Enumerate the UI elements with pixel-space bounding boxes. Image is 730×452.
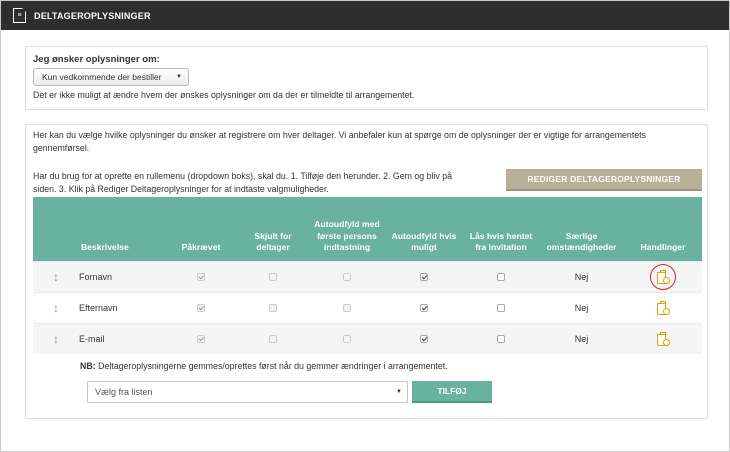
autofill-first-checkbox [343,304,351,312]
column-header-required: Påkrævet [165,197,237,261]
info-target-select-value: Kun vedkommende der bestiller [42,72,162,82]
chevron-down-icon: ▼ [396,389,402,395]
column-header-drag [33,197,79,261]
edit-participant-info-button[interactable]: REDIGER DELTAGEROPLYSNINGER [506,169,702,191]
autofill-first-checkbox [343,335,351,343]
delete-field-icon[interactable] [655,269,671,285]
nb-text: Deltageroplysningerne gemmes/oprettes først når du gemmer ændringer i arrangementet. [98,361,448,371]
column-header-special: Særlige omstændigheder [539,197,624,261]
add-field-select-value: Vælg fra listen [95,387,153,397]
required-checkbox [197,304,205,312]
info-target-label: Jeg ønsker oplysninger om: [33,54,160,65]
required-checkbox [197,273,205,281]
column-header-autofill-first: Autoudfyld med første persons indtastning [309,197,385,261]
autofill-possible-checkbox[interactable] [420,273,428,281]
panel-header [1,1,729,30]
special-value: Nej [539,261,624,292]
hidden-checkbox [269,335,277,343]
autofill-possible-checkbox[interactable] [420,304,428,312]
add-field-select[interactable] [87,381,408,403]
column-header-description: Beskrivelse [79,197,165,261]
highlight-ring [650,264,676,290]
lock-checkbox[interactable] [497,273,505,281]
drag-handle-icon[interactable]: ↕ [53,269,59,284]
column-header-autofill-possible: Autoudfyld hvis muligt [385,197,463,261]
info-target-note: Det er ikke muligt at ændre hvem der ønskes oplysninger om da der er tilmeldte til arrangementet. [33,90,415,100]
delete-field-icon[interactable] [655,300,671,316]
intro-text: Her kan du vælge hvilke oplysninger du ønsker at registrere om hver deltager. Vi anbefaler kun at spørge om de oplysninger der er vigtige for arrangementets gennemførsel. [33,130,647,153]
drag-handle-icon[interactable]: ↕ [53,331,59,346]
chevron-down-icon: ▼ [176,74,182,80]
delete-field-icon[interactable] [655,331,671,347]
nb-note [80,361,448,371]
info-target-select[interactable] [33,68,189,86]
participant-fields-panel [25,124,708,419]
column-header-lock: Lås hvis hentet fra invitation [463,197,539,261]
panel-title: DELTAGEROPLYSNINGER [34,10,151,21]
participant-fields-table [33,197,702,354]
column-header-hidden: Skjult for deltager [237,197,309,261]
lock-checkbox[interactable] [497,335,505,343]
drag-handle-icon[interactable]: ↕ [53,300,59,315]
required-checkbox [197,335,205,343]
add-field-button[interactable]: TILFØJ [412,381,492,403]
special-value: Nej [539,292,624,323]
info-target-panel [25,46,708,110]
table-row [33,261,702,292]
howto-text: Har du brug for at oprette en rullemenu (dropdown boks), skal du. 1. Tilføje den herunder. 2. Gem og bliv på siden. 3. Klik på Rediger Deltageroplysninger for at indtaste valgmuligheder. [33,171,453,194]
hidden-checkbox [269,273,277,281]
special-value: Nej [539,323,624,354]
field-label: E-mail [79,323,165,354]
autofill-first-checkbox [343,273,351,281]
autofill-possible-checkbox[interactable] [420,335,428,343]
document-icon: ≡ [13,8,26,23]
lock-checkbox[interactable] [497,304,505,312]
table-header-row [33,197,702,261]
field-label: Fornavn [79,261,165,292]
field-label: Efternavn [79,292,165,323]
column-header-actions: Handlinger [624,197,702,261]
table-row [33,292,702,323]
hidden-checkbox [269,304,277,312]
nb-label: NB: [80,361,96,371]
table-row [33,323,702,354]
